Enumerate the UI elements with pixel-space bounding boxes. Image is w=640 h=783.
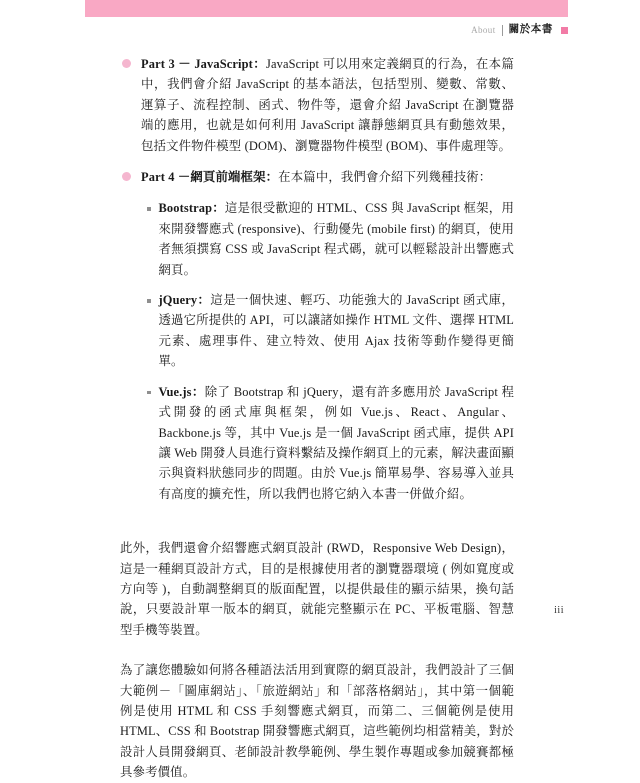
running-header-zh-label: 關於本書 [508, 24, 553, 36]
vuejs-paragraph [159, 382, 515, 504]
page-number: iii [554, 605, 564, 616]
part3-lead: Part 3 － JavaScript： [141, 57, 266, 71]
bootstrap-paragraph [159, 198, 515, 280]
jquery-body: 這是一個快速、輕巧、功能強大的 JavaScript 函式庫，透過它所提供的 API，可以讓諸如操作 HTML 文件、選擇 HTML 元素、處理事件、建立特效、使用 Ajax 技術等動作變得更簡單。 [158, 293, 514, 369]
vuejs-lead: Vue.js： [158, 384, 205, 399]
circle-bullet-icon [122, 59, 131, 68]
part3-paragraph [141, 54, 514, 156]
list-item-vuejs [147, 382, 514, 504]
list-item-part4 [122, 167, 514, 187]
part4-body: 在本篇中，我們會介紹下列幾種技術： [278, 170, 492, 185]
examples-paragraph: 為了讓您體驗如何將各種語法活用到實際的網頁設計，我們設計了三個大範例－「圖庫網站」、「旅遊網站」和「部落格網站」，其中第一個範例是使用 HTML 和 CSS 手刻響應式網頁，而第二、三個範例是使用 HTML、CSS 和 Bootstrap 開發響應式網頁，這些範例均相當精美，對於設計人員開發網頁、老師設計教學範例、學生製作專題或參加競賽都極具參考價值。 [120, 663, 514, 780]
running-header-en-label: About [471, 25, 496, 35]
framework-sublist [147, 198, 514, 504]
paragraph-spacer [122, 514, 514, 538]
page-content [122, 54, 514, 783]
vuejs-body: 除了 Bootstrap 和 jQuery，還有許多應用於 JavaScript 程式開發的函式庫與框架，例如 Vue.js、React、Angular、Backbone.js 等，其中 Vue.js 是一個 JavaScript 函式庫，提供 API 讓 Web 開發人員進行資料繫結及操作網頁上的元素，解決畫面顯示與資料狀態同步的問題。由於 Vue.js 簡單易學、容易導入並具有高度的擴充性，所以我們也將它納入本書一併做介紹。 [158, 384, 514, 501]
square-bullet-icon [147, 299, 151, 303]
square-bullet-icon [147, 207, 151, 211]
list-item-jquery [147, 290, 514, 372]
circle-bullet-icon [122, 172, 131, 181]
paragraph-spacer [122, 640, 514, 660]
part3-body: JavaScript 可以用來定義網頁的行為，在本篇中，我們會介紹 JavaScript 的基本語法，包括型別、變數、常數、運算子、流程控制、函式、物件等，還會介紹 JavaScript 在瀏覽器端的應用，也就是如何利用 JavaScript 讓靜態網頁具有動態效果，包括文件物件模型 (DOM)、瀏覽器物件模型 (BOM)、事件處理等。 [141, 57, 514, 153]
bootstrap-lead: Bootstrap： [158, 201, 225, 216]
accent-square-icon [561, 27, 568, 34]
square-bullet-icon [147, 391, 151, 395]
rwd-paragraph-block [120, 538, 514, 640]
running-header [471, 25, 568, 36]
list-item-bootstrap [147, 198, 514, 280]
part4-paragraph [141, 167, 514, 187]
running-header-divider [502, 25, 503, 36]
part4-lead: Part 4 －網頁前端框架： [141, 170, 279, 185]
jquery-lead: jQuery： [158, 293, 211, 308]
top-accent-bar [85, 0, 568, 17]
jquery-paragraph [159, 290, 515, 372]
bootstrap-body: 這是很受歡迎的 HTML、CSS 與 JavaScript 框架，用來開發響應式 (responsive)、行動優先 (mobile first) 的網頁，使用者無須撰寫 CSS 或 JavaScript 程式碼，就可以輕鬆設計出響應式網頁。 [158, 201, 514, 277]
list-item-part3 [122, 54, 514, 156]
rwd-paragraph: 此外，我們還會介紹響應式網頁設計 (RWD，Responsive Web Design)，這是一種網頁設計方式，目的是根據使用者的瀏覽器環境 ( 例如寬度或方向等 )，自動調整網頁的版面配置，以提供最佳的顯示結果，換句話說，只要設計單一版本的網頁，就能完整顯示在 PC、平板電腦、智慧型手機等裝置。 [120, 541, 514, 637]
examples-paragraph-block [120, 660, 514, 782]
